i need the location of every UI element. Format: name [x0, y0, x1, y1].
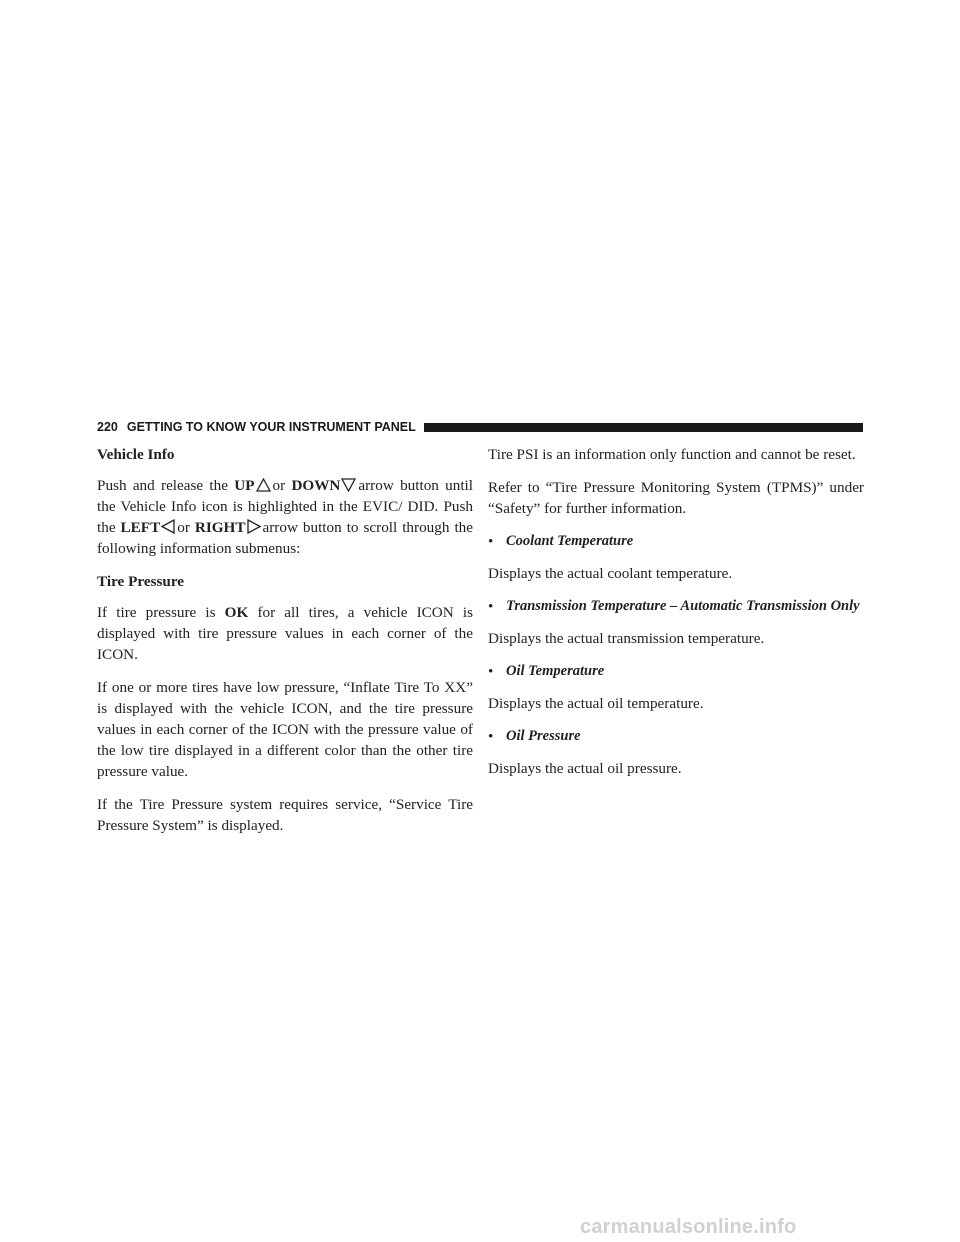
up-label: UP	[234, 477, 255, 494]
paragraph-psi: Tire PSI is an information only function and cannot be reset.	[488, 446, 856, 463]
item-description: Displays the actual coolant temperature.	[488, 565, 733, 582]
paragraph-low-pressure: If one or more tires have low pressure, “Inflate Tire To XX” is displayed with the vehicle ICON, and the tire pressure values in each corner of the ICON with the pressure value of the low tire displayed in a different color than the other tire pressure value.	[97, 679, 473, 780]
text-span: or	[272, 477, 292, 494]
text-span: or	[177, 519, 195, 536]
list-item	[488, 661, 864, 682]
paragraph-service: If the Tire Pressure system requires service, “Service Tire Pressure System” is displayed.	[97, 796, 473, 834]
item-title: Transmission Temperature – Automatic Transmission Only	[506, 598, 860, 614]
list-item	[488, 531, 864, 552]
paragraph-navigation	[97, 475, 473, 559]
page-number: 220	[97, 420, 118, 434]
list-item	[488, 596, 864, 617]
bullet: •	[488, 533, 494, 550]
watermark: carmanualsonline.info	[580, 1216, 797, 1238]
header-rule	[424, 423, 863, 432]
up-arrow-icon	[256, 478, 271, 492]
left-column	[97, 444, 473, 848]
bullet: •	[488, 728, 494, 745]
page-header	[97, 419, 863, 435]
left-arrow-icon	[161, 519, 175, 534]
paragraph-ok	[97, 602, 473, 665]
right-column	[488, 444, 864, 791]
heading-vehicle-info: Vehicle Info	[97, 446, 175, 463]
item-title: Coolant Temperature	[506, 533, 634, 549]
left-label: LEFT	[120, 519, 161, 536]
subheading-tire-pressure: Tire Pressure	[97, 573, 185, 590]
down-label: DOWN	[291, 477, 341, 494]
text-span: Push and release the	[97, 477, 235, 494]
text-span: for all tires, a vehicle ICON is displayed with tire pressure values in each corner of the ICON.	[97, 604, 473, 663]
paragraph-refer: Refer to “Tire Pressure Monitoring System (TPMS)” under “Safety” for further information.	[488, 479, 864, 517]
down-arrow-icon	[341, 478, 356, 492]
list-item	[488, 726, 864, 747]
text-span: arrow button to scroll through the following information submenus:	[97, 519, 473, 557]
right-label: RIGHT	[194, 519, 246, 536]
section-title: GETTING TO KNOW YOUR INSTRUMENT PANEL	[126, 420, 416, 434]
item-description: Displays the actual oil temperature.	[488, 695, 704, 712]
item-description: Displays the actual oil pressure.	[488, 760, 682, 777]
item-title: Oil Pressure	[506, 728, 581, 744]
right-arrow-icon	[247, 519, 261, 534]
bullet: •	[488, 663, 494, 680]
text-span: If tire pressure is	[97, 604, 225, 621]
item-description: Displays the actual transmission temperature.	[488, 630, 765, 647]
item-title: Oil Temperature	[506, 663, 605, 679]
bullet: •	[488, 598, 494, 615]
ok-label: OK	[224, 604, 249, 621]
text-span: arrow button until the Vehicle Info icon is highlighted in the EVIC/ DID. Push the	[97, 477, 473, 536]
